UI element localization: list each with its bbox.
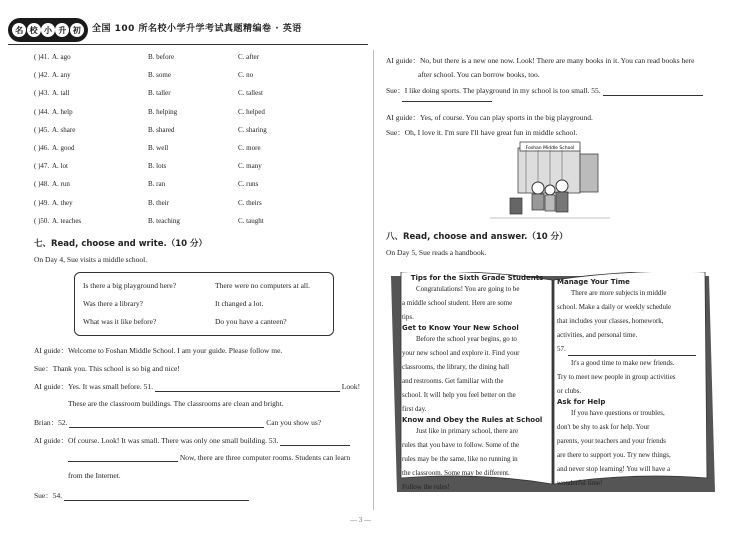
choice-option[interactable]: B. helping bbox=[148, 107, 178, 116]
choice-option[interactable]: A. run bbox=[52, 180, 70, 189]
choice-option[interactable]: A. tall bbox=[52, 89, 70, 98]
choice-number: ( )48. bbox=[34, 180, 50, 189]
side-building bbox=[580, 154, 598, 192]
dialog-line: Sue：Oh, I love it. I'm sure I'll have great fun in middle school. bbox=[386, 128, 578, 137]
handbook-line: There are more subjects in middle bbox=[571, 289, 667, 297]
choice-option[interactable]: A. teaches bbox=[52, 216, 82, 225]
answer-blank-51[interactable] bbox=[155, 383, 340, 392]
dialog-line: Sue：Thank you. This school is so big and nice! bbox=[34, 364, 180, 373]
handbook-heading: Manage Your Time bbox=[557, 278, 630, 286]
choice-option[interactable]: B. lots bbox=[148, 162, 167, 171]
handbook-heading: Get to Know Your New School bbox=[402, 324, 519, 332]
choice-option[interactable]: C. runs bbox=[238, 180, 259, 189]
logo-char: 升 bbox=[55, 23, 69, 37]
header-title: 全国 100 所名校小学升学考试真题精编卷 · 英语 bbox=[92, 24, 302, 34]
handbook-line: school. It will help you feel better on the bbox=[402, 391, 516, 399]
child-head-1 bbox=[532, 182, 544, 194]
logo-char: 名 bbox=[12, 23, 26, 37]
option-item: Do you have a canteen? bbox=[215, 317, 287, 326]
logo-char: 小 bbox=[41, 23, 55, 37]
dialog-text: AI guide：Of course. Look! It was small. There was only one small building. 53. bbox=[34, 436, 279, 445]
dialog-text: Sue：54. bbox=[34, 491, 63, 500]
choice-number: ( )42. bbox=[34, 71, 50, 80]
handbook-line: If you have questions or troubles, bbox=[571, 409, 665, 417]
option-item: It changed a lot. bbox=[215, 299, 264, 308]
handbook-heading: Know and Obey the Rules at School bbox=[402, 416, 543, 424]
handbook-line: parents, your teachers and your friends bbox=[557, 437, 666, 445]
page-number: — 3 — bbox=[350, 516, 371, 524]
handbook-line: or clubs. bbox=[557, 387, 582, 395]
answer-blank-54[interactable] bbox=[64, 492, 249, 501]
handbook-line: Try to meet new people in group activities bbox=[557, 373, 676, 381]
handbook-heading: Ask for Help bbox=[557, 398, 606, 406]
section8-title: 八、Read, choose and answer.（10 分） bbox=[386, 232, 568, 242]
dialog-text: Sue：I like doing sports. The playground in my school is too small. 55. bbox=[386, 86, 601, 95]
choice-option[interactable]: C. sharing bbox=[238, 125, 267, 134]
choice-option[interactable]: A. they bbox=[52, 198, 73, 207]
handbook-line: classrooms, the library, the dining hall bbox=[402, 363, 510, 371]
handbook-line: that includes your classes, homework, bbox=[557, 317, 664, 325]
handbook-right-page bbox=[557, 278, 707, 490]
handbook-line: rules may be the same, like no running in bbox=[402, 455, 518, 463]
choice-option[interactable]: B. some bbox=[148, 71, 171, 80]
choice-option[interactable]: A. any bbox=[52, 71, 71, 80]
handbook-line: Congratulations! You are going to be bbox=[416, 285, 520, 293]
choice-option[interactable]: B. before bbox=[148, 53, 175, 61]
handbook-line: activities, and personal time. bbox=[557, 331, 638, 339]
dialog-line bbox=[386, 85, 703, 96]
handbook-line: Follow the rules! bbox=[402, 483, 450, 491]
choice-option[interactable]: B. their bbox=[148, 198, 169, 207]
handbook-line: your new school and explore it. Find your bbox=[402, 349, 520, 357]
handbook-line: and restrooms. Get familiar with the bbox=[402, 377, 504, 385]
handbook-line: rules that you have to follow. Some of the bbox=[402, 441, 520, 449]
dialog-line bbox=[68, 453, 350, 462]
handbook-line: a middle school student. Here are some bbox=[402, 299, 513, 307]
dialog-text: AI guide：Yes. It was small before. 51. bbox=[34, 382, 154, 391]
handbook-line bbox=[557, 342, 707, 356]
choice-option[interactable]: B. teaching bbox=[148, 216, 180, 225]
choice-option[interactable]: B. well bbox=[148, 144, 169, 152]
dialog-text: Now, there are three computer rooms. Students can learn bbox=[179, 453, 351, 462]
dialog-text: Look! bbox=[341, 382, 361, 391]
dialog-line: AI guide：No, but there is a new one now. Look! There are many books in it. You can read books here bbox=[386, 56, 695, 65]
child-body-2 bbox=[545, 195, 555, 211]
choice-option[interactable]: C. many bbox=[238, 162, 262, 171]
dialog-line: AI guide：Yes, of course. You can play sports in the big playground. bbox=[386, 113, 593, 122]
choice-number: ( )45. bbox=[34, 125, 50, 134]
answer-blank-55-cont[interactable] bbox=[402, 101, 492, 102]
child-head-2 bbox=[545, 185, 555, 195]
choice-number: ( )50. bbox=[34, 216, 50, 225]
suitcase bbox=[510, 198, 522, 214]
choice-option[interactable]: B. shared bbox=[148, 125, 175, 134]
choice-option[interactable]: C. more bbox=[238, 144, 261, 152]
handbook-left-page bbox=[402, 274, 552, 494]
option-box bbox=[74, 272, 334, 336]
section7-title: 七、Read, choose and write.（10 分） bbox=[34, 239, 208, 249]
choice-option[interactable]: C. after bbox=[238, 53, 259, 61]
question-57-label: 57. bbox=[557, 345, 566, 353]
dialog-text: Brian：52. bbox=[34, 418, 68, 427]
dialog-line bbox=[34, 435, 350, 446]
choice-number: ( )41. bbox=[34, 53, 50, 61]
choice-option[interactable]: C. tallest bbox=[238, 89, 263, 98]
school-sign-text: Foshan Middle School bbox=[525, 146, 575, 151]
dialog-text: Can you show us? bbox=[266, 418, 322, 427]
child-body-1 bbox=[532, 194, 544, 210]
answer-blank-52[interactable] bbox=[69, 419, 264, 428]
choice-option[interactable]: C. helped bbox=[238, 107, 265, 116]
handbook-line: Just like in primary school, there are bbox=[416, 427, 519, 435]
header-logo bbox=[8, 18, 88, 42]
choice-option[interactable]: A. help bbox=[52, 107, 73, 116]
dialog-line: AI guide：Welcome to Foshan Middle School. I am your guide. Please follow me. bbox=[34, 346, 283, 355]
handbook-line: school. Make a daily or weekly schedule bbox=[557, 303, 672, 311]
choice-option[interactable]: A. lot bbox=[52, 162, 68, 171]
dialog-line: from the Internet. bbox=[68, 471, 121, 480]
section8-intro: On Day 5, Sue reads a handbook. bbox=[386, 248, 487, 257]
handbook-line: don't be shy to ask for help. Your bbox=[557, 423, 650, 431]
handbook-line: tips. bbox=[402, 313, 414, 321]
choice-option[interactable]: A. good bbox=[52, 144, 75, 152]
choice-option[interactable]: A. share bbox=[52, 125, 76, 134]
handbook-line: first day. bbox=[402, 405, 427, 413]
column-divider bbox=[373, 50, 374, 510]
choice-option[interactable]: C. taught bbox=[238, 216, 264, 225]
school-illustration bbox=[490, 138, 610, 223]
choice-number: ( )46. bbox=[34, 144, 50, 152]
robot-body bbox=[556, 192, 568, 212]
handbook-line: wonderful time! bbox=[557, 479, 603, 487]
option-item: Was there a library? bbox=[83, 299, 143, 308]
option-item: What was it like before? bbox=[83, 317, 157, 326]
option-item: There were no computers at all. bbox=[215, 281, 310, 290]
answer-blank-53-cont[interactable] bbox=[68, 453, 178, 462]
choice-option[interactable]: C. no bbox=[238, 71, 254, 80]
handbook-line: the classroom. Some may be different. bbox=[402, 469, 510, 477]
dialog-line: after school. You can borrow books, too. bbox=[418, 70, 540, 79]
section7-intro: On Day 4, Sue visits a middle school. bbox=[34, 255, 148, 264]
choice-number: ( )44. bbox=[34, 107, 50, 116]
option-item: Is there a big playground here? bbox=[83, 281, 177, 290]
handbook-line: and never stop learning! You will have a bbox=[557, 465, 671, 473]
choice-number: ( )49. bbox=[34, 198, 50, 207]
answer-blank-53[interactable] bbox=[280, 437, 350, 446]
handbook-line: Before the school year begins, go to bbox=[416, 335, 517, 343]
choice-option[interactable]: C. theirs bbox=[238, 198, 262, 207]
answer-blank-57[interactable] bbox=[568, 347, 696, 356]
choice-option[interactable]: B. taller bbox=[148, 89, 171, 98]
dialog-line bbox=[34, 417, 321, 428]
dialog-line bbox=[34, 490, 249, 501]
dialog-line bbox=[34, 381, 360, 392]
handbook-line: It's a good time to make new friends. bbox=[571, 359, 675, 367]
choice-number: ( )47. bbox=[34, 162, 50, 171]
handbook-title: Tips for the Sixth Grade Students bbox=[410, 274, 544, 282]
robot-head bbox=[556, 180, 568, 192]
handbook-line: are there to support you. Try new things, bbox=[557, 451, 671, 459]
choice-option[interactable]: B. ran bbox=[148, 180, 166, 189]
answer-blank-55[interactable] bbox=[603, 87, 703, 96]
dialog-line: These are the classroom buildings. The classrooms are clean and bright. bbox=[68, 399, 284, 408]
header-rule bbox=[8, 44, 368, 45]
choice-number: ( )43. bbox=[34, 89, 50, 98]
logo-char: 初 bbox=[70, 23, 84, 37]
logo-char: 校 bbox=[27, 23, 41, 37]
choice-option[interactable]: A. ago bbox=[52, 53, 71, 61]
